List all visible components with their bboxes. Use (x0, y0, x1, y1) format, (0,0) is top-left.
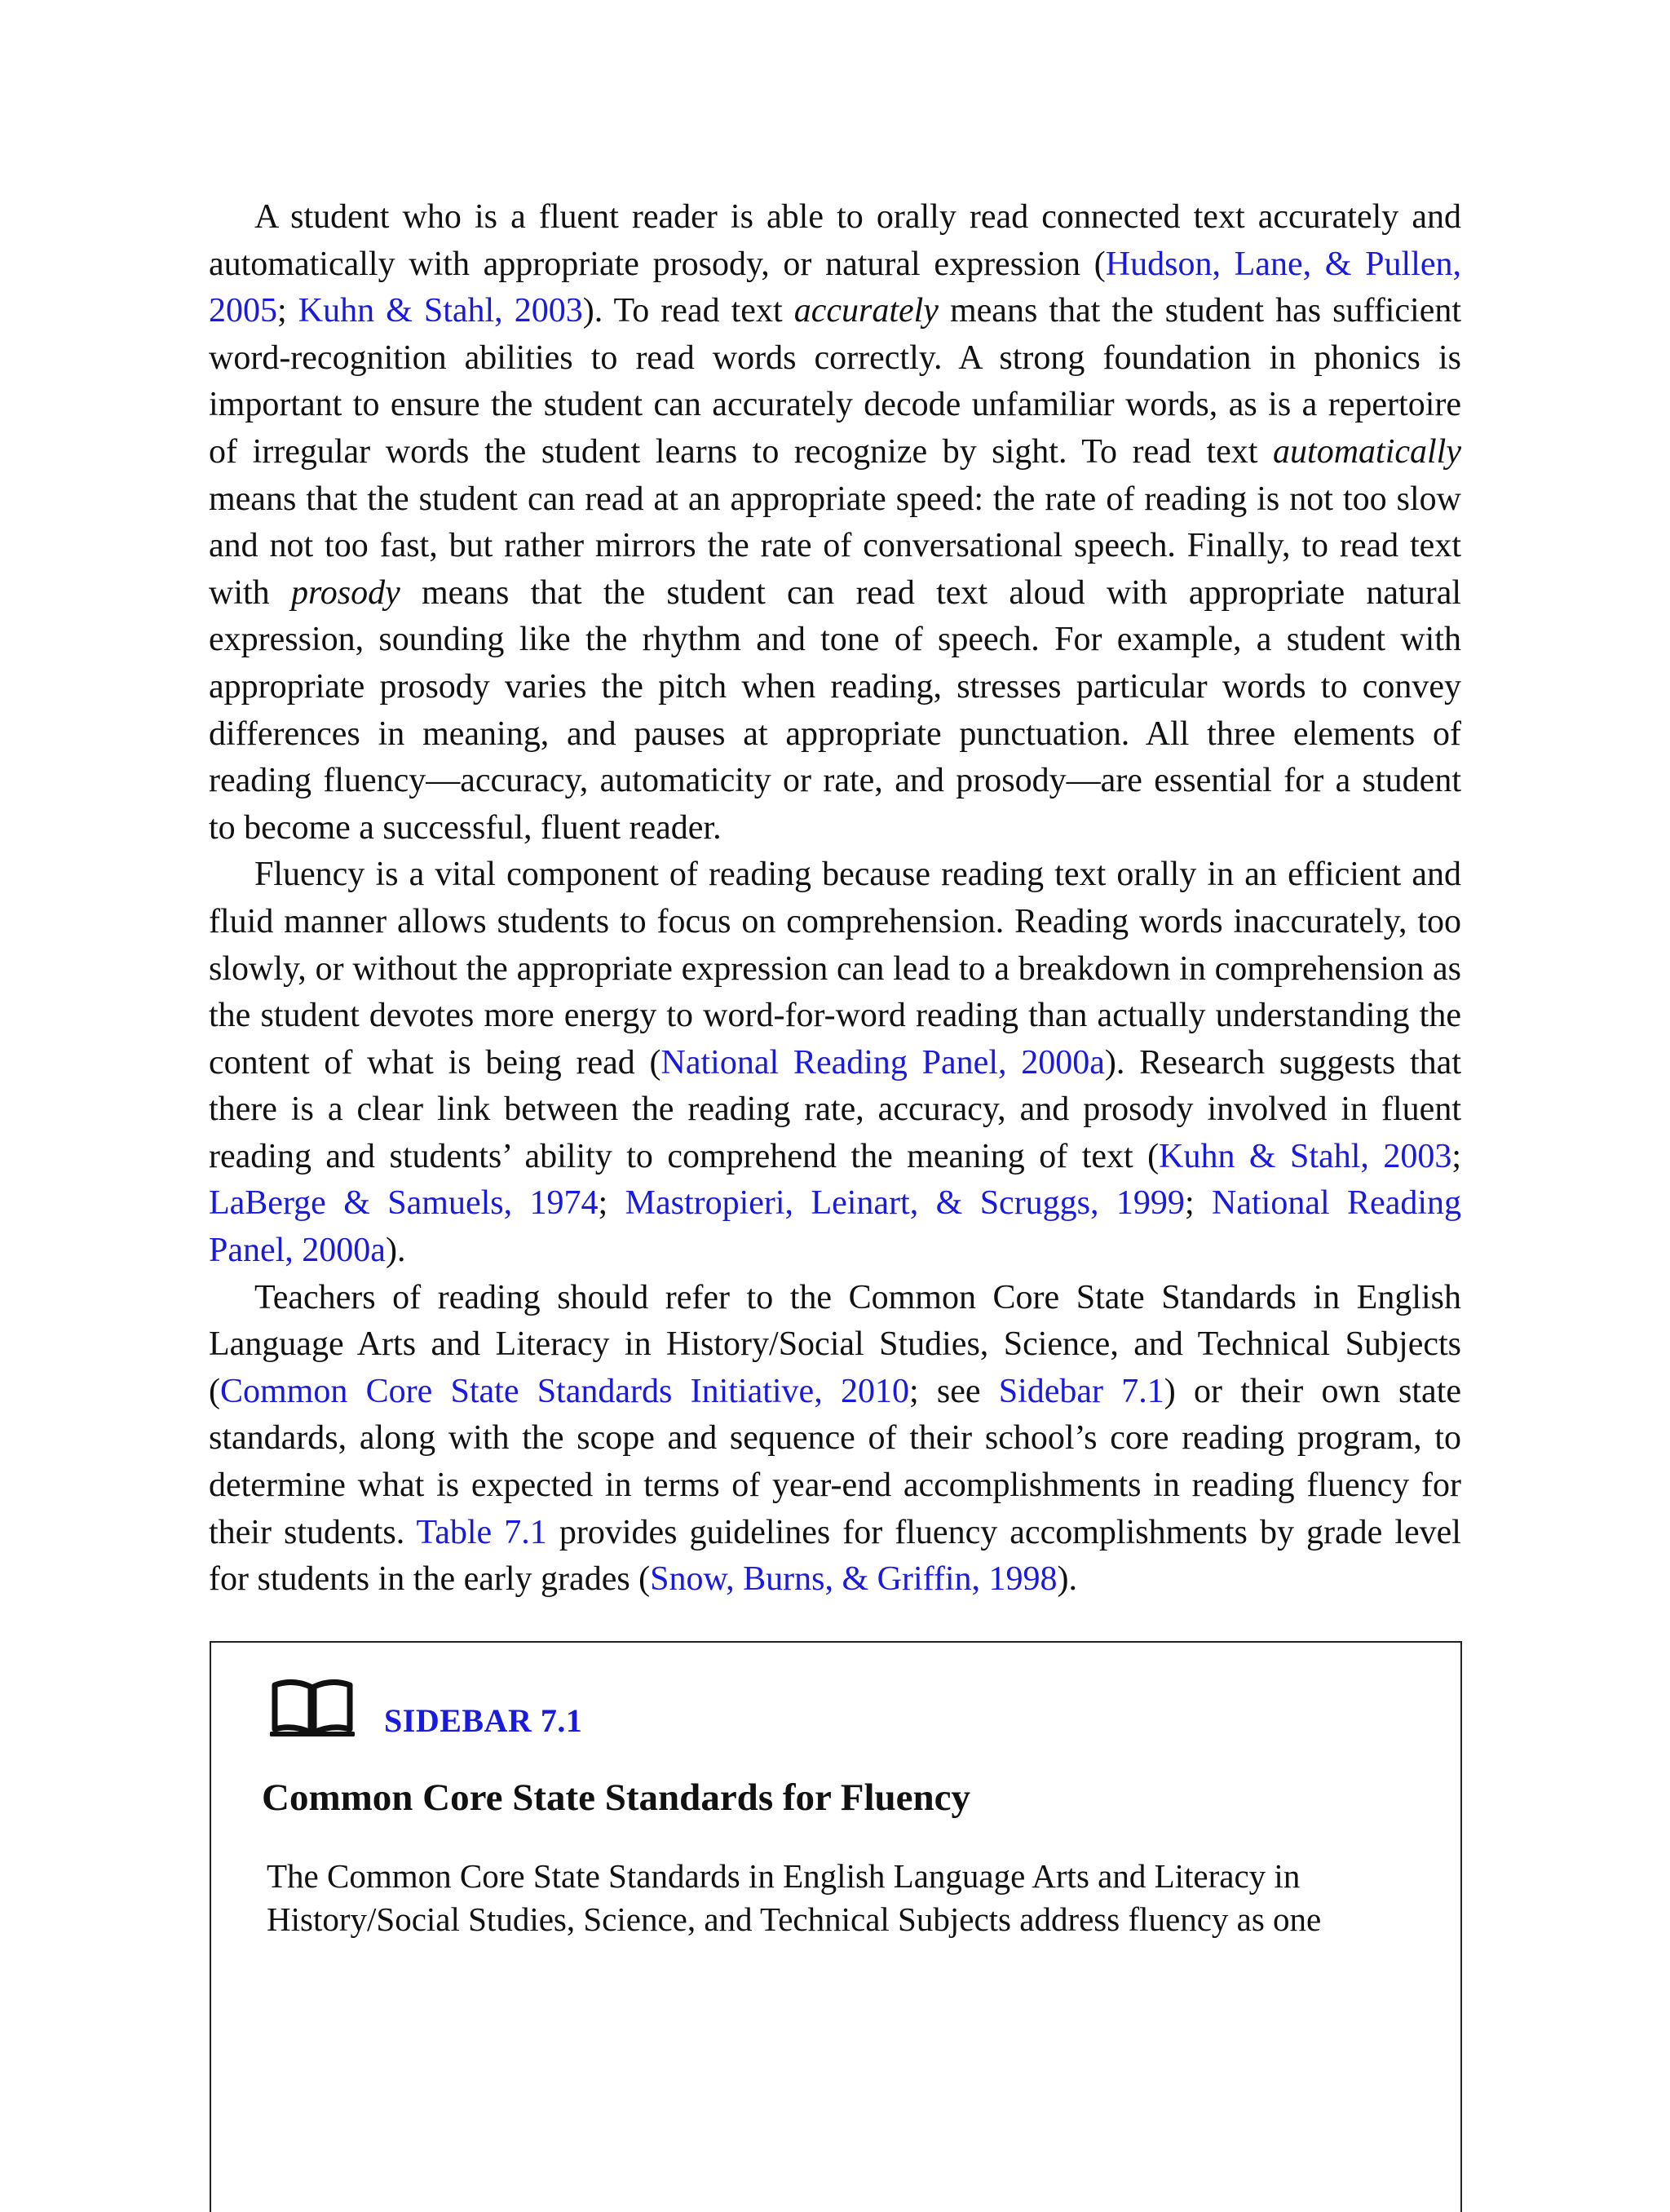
citation-link[interactable]: Common Core State Standards Initiative, 2010 (220, 1372, 909, 1410)
sidebar-label: SIDEBAR 7.1 (384, 1702, 583, 1739)
sidebar-header (270, 1666, 582, 1739)
text-run: means that the student can read text aloud with appropriate natural expression, sounding like the rhythm and tone of speech. For example, a student with appropriate prosody varies the pitch when reading, stresses particular words to convey differences in meaning, and pauses at appropriate punctuation. All three elements of reading fluency—accuracy, automaticity or rate, and prosody—are essential for a student to become a successful, fluent reader. (209, 573, 1462, 847)
sidebar-box (210, 1641, 1462, 2212)
text-run: ). Research suggests that there is a clear link between the reading rate, accuracy, and prosody involved in fluent reading and students’ ability to comprehend the meaning of text ( (209, 1043, 1461, 1175)
text-run: ; (1451, 1137, 1461, 1175)
emphasized-term: automatically (1273, 432, 1461, 471)
emphasized-term: prosody (290, 573, 400, 612)
text-run: ) or their own state standards, along with the scope and sequence of their school’s core reading program, to determine what is expected in terms of year-end accomplishments in reading fluency for their students. (209, 1372, 1462, 1551)
text-run: Fluency is a vital component of reading because reading text orally in an efficient and fluid manner allows students to focus on comprehension. Reading words inaccurately, too slowly, or without the appropriate expression can lead to a breakdown in comprehension as the student devotes more energy to word-for-word reading than actually understanding the content of what is being read ( (209, 856, 1461, 1082)
text-run: ). (385, 1232, 406, 1270)
open-book-icon (270, 1675, 355, 1739)
text-run: ). (1057, 1560, 1078, 1599)
text-run: ; see (908, 1372, 999, 1410)
emphasized-term: accurately (793, 292, 939, 330)
citation-link[interactable]: Mastropieri, Leinart, & Scruggs, 1999 (625, 1184, 1185, 1223)
citation-link[interactable]: Hudson, Lane, & Pullen, 2005 (209, 245, 1462, 330)
sidebar-text-line: History/Social Studies, Science, and Technical Subjects address fluency as one (267, 1900, 1322, 1938)
text-run: ). To read text (582, 292, 794, 330)
sidebar-text-line: The Common Core State Standards in English Language Arts and Literacy in (267, 1857, 1301, 1895)
text-run: Teachers of reading should refer to the Common Core State Standards in English Language Arts and Literacy in History/Social Studies, Science, and Technical Subjects ( (209, 1278, 1461, 1410)
text-run: A student who is a fluent reader is able to orally read connected text accurately and automatically with appropriate prosody, or natural expression ( (209, 198, 1461, 283)
text-run: ; (598, 1184, 625, 1223)
paragraph (209, 194, 1461, 852)
citation-link[interactable]: Kuhn & Stahl, 2003 (1159, 1137, 1452, 1175)
text-run: ; (1184, 1184, 1213, 1223)
citation-link[interactable]: Kuhn & Stahl, 2003 (298, 292, 583, 330)
text-run: provides guidelines for fluency accomplishments by grade level for students in the early grades ( (209, 1513, 1461, 1599)
citation-link[interactable]: Table 7.1 (416, 1513, 547, 1551)
paragraph (209, 852, 1461, 1274)
citation-link[interactable]: LaBerge & Samuels, 1974 (209, 1184, 599, 1223)
paragraph (209, 1275, 1461, 1604)
body-text (209, 194, 1461, 1604)
citation-link[interactable]: Sidebar 7.1 (998, 1372, 1164, 1410)
text-run: means that the student can read at an appropriate speed: the rate of reading is not too slow and not too fast, but rather mirrors the rate of conversational speech. Finally, to read text with (209, 480, 1461, 612)
text-run: means that the student has sufficient word-recognition abilities to read words correctly. A strong foundation in phonics is important to ensure the student can accurately decode unfamiliar words, as is a repertoire of irregular words the student learns to recognize by sight. To read text (209, 292, 1462, 471)
citation-link[interactable]: National Reading Panel, 2000a (660, 1043, 1105, 1082)
citation-link[interactable]: National Reading Panel, 2000a (209, 1184, 1462, 1270)
sidebar-text (267, 1855, 1421, 1941)
sidebar-title: Common Core State Standards for Fluency (262, 1776, 971, 1819)
text-run: ; (277, 292, 298, 330)
citation-link[interactable]: Snow, Burns, & Griffin, 1998 (650, 1560, 1058, 1599)
